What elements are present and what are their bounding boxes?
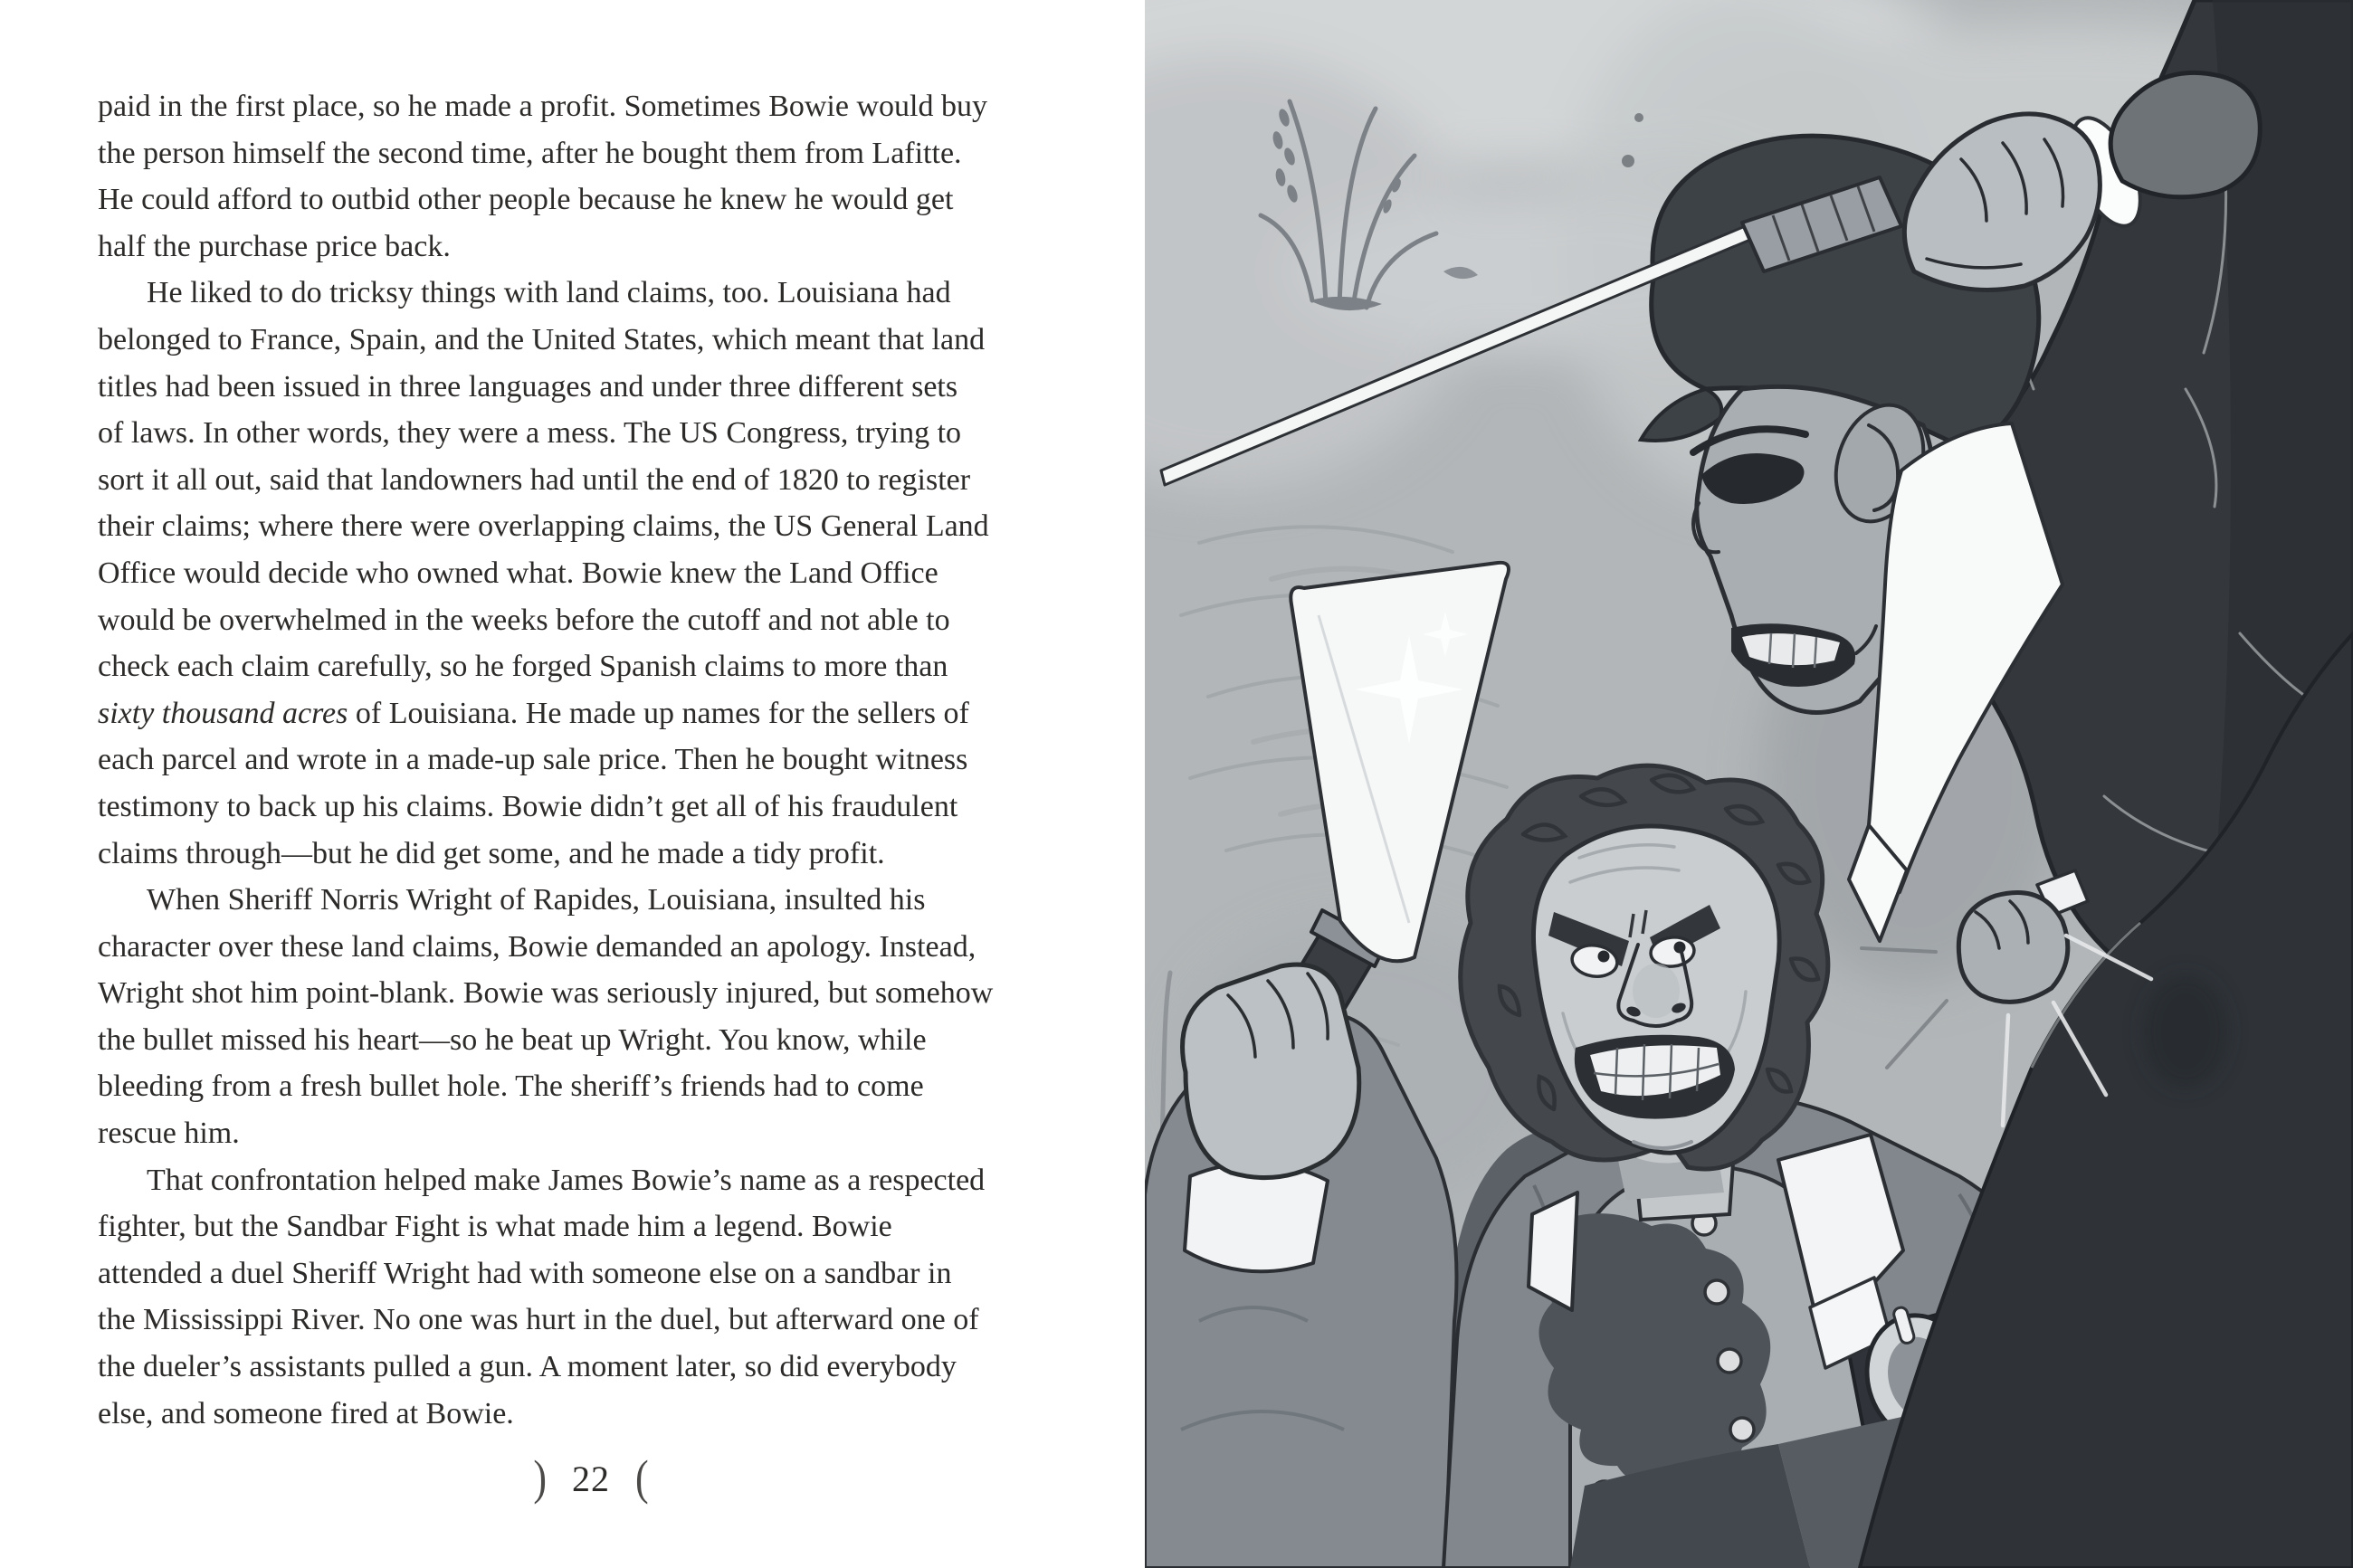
text-segment: the bullet missed his heart—so he beat up Wright. You know, while bbox=[98, 1022, 927, 1057]
text-line bbox=[98, 550, 1120, 597]
text-segment: of Louisiana. He made up names for the sellers of bbox=[348, 696, 969, 730]
text-line bbox=[98, 970, 1120, 1017]
text-line bbox=[98, 1344, 1120, 1391]
text-line bbox=[98, 877, 1120, 924]
text-line bbox=[98, 1203, 1120, 1250]
paragraph bbox=[98, 270, 1120, 877]
text-segment: claims through—but he did get some, and he made a tidy profit. bbox=[98, 836, 885, 870]
text-line bbox=[98, 176, 1120, 223]
paragraph bbox=[98, 83, 1120, 270]
text-line bbox=[98, 736, 1120, 784]
text-line bbox=[98, 503, 1120, 550]
text-segment: Wright shot him point-blank. Bowie was seriously injured, but somehow bbox=[98, 976, 994, 1011]
page-text bbox=[98, 83, 1120, 1437]
text-segment: the person himself the second time, after he bought them from Lafitte. bbox=[98, 136, 962, 170]
text-line bbox=[98, 924, 1120, 971]
text-segment: bleeding from a fresh bullet hole. The sheriff’s friends had to come bbox=[98, 1069, 924, 1104]
text-segment: the dueler’s assistants pulled a gun. A moment later, so did everybody bbox=[98, 1350, 957, 1384]
text-segment: That confrontation helped make James Bowie’s name as a respected bbox=[147, 1163, 986, 1197]
text-line bbox=[98, 1063, 1120, 1110]
text-line bbox=[98, 270, 1120, 317]
text-line bbox=[98, 1391, 1120, 1438]
text-segment: each parcel and wrote in a made-up sale price. Then he bought witness bbox=[98, 743, 968, 777]
text-line bbox=[98, 690, 1120, 737]
text-segment: When Sheriff Norris Wright of Rapides, Louisiana, insulted his bbox=[147, 883, 926, 917]
text-line bbox=[98, 317, 1120, 364]
text-segment: the Mississippi River. No one was hurt in the duel, but afterward one of bbox=[98, 1303, 979, 1337]
text-segment: character over these land claims, Bowie demanded an apology. Instead, bbox=[98, 929, 976, 964]
text-line bbox=[98, 831, 1120, 878]
text-segment: testimony to back up his claims. Bowie didn’t get all of his fraudulent bbox=[98, 789, 958, 823]
text-segment: half the purchase price back. bbox=[98, 229, 451, 263]
text-segment: rescue him. bbox=[98, 1117, 240, 1151]
text-line bbox=[98, 457, 1120, 504]
paragraph bbox=[98, 1157, 1120, 1438]
page-number-ornament-right: ( bbox=[635, 1450, 649, 1506]
text-segment: of laws. In other words, they were a mess. The US Congress, trying to bbox=[98, 416, 962, 451]
italic-text: sixty thousand acres bbox=[98, 696, 348, 730]
text-segment: paid in the first place, so he made a profit. Sometimes Bowie would buy bbox=[98, 90, 987, 123]
text-line bbox=[98, 130, 1120, 177]
text-line bbox=[98, 643, 1120, 690]
text-segment: attended a duel Sheriff Wright had with someone else on a sandbar in bbox=[98, 1256, 952, 1290]
bowie-hand bbox=[1183, 965, 1359, 1177]
text-line bbox=[98, 1250, 1120, 1297]
text-segment: belonged to France, Spain, and the United States, which meant that land bbox=[98, 322, 986, 356]
text-line bbox=[98, 597, 1120, 644]
text-line bbox=[98, 83, 1120, 130]
text-segment: their claims; where there were overlapping claims, the US General Land bbox=[98, 509, 989, 544]
text-segment: else, and someone fired at Bowie. bbox=[98, 1396, 514, 1430]
page-footer bbox=[98, 1450, 1084, 1506]
page-number-ornament-left: ) bbox=[533, 1450, 547, 1506]
text-line bbox=[98, 1110, 1120, 1157]
text-line bbox=[98, 364, 1120, 411]
text-line bbox=[98, 410, 1120, 457]
paragraph bbox=[98, 877, 1120, 1157]
text-segment: sort it all out, said that landowners had until the end of 1820 to register bbox=[98, 462, 971, 497]
text-segment: Office would decide who owned what. Bowie knew the Land Office bbox=[98, 556, 938, 590]
text-segment: He liked to do tricksy things with land claims, too. Louisiana had bbox=[147, 276, 951, 310]
text-line bbox=[98, 223, 1120, 271]
text-segment: check each claim carefully, so he forged Spanish claims to more than bbox=[98, 650, 948, 684]
floating-speck bbox=[1622, 155, 1634, 167]
text-segment: He could afford to outbid other people because he knew he would get bbox=[98, 183, 954, 217]
page-number: 22 bbox=[572, 1459, 610, 1499]
text-line bbox=[98, 784, 1120, 831]
floating-speck bbox=[1634, 113, 1643, 122]
text-line bbox=[98, 1297, 1120, 1344]
text-line bbox=[98, 1157, 1120, 1204]
sandbar-fight-illustration bbox=[1145, 0, 2353, 1568]
text-segment: fighter, but the Sandbar Fight is what made him a legend. Bowie bbox=[98, 1210, 892, 1244]
text-line bbox=[98, 1017, 1120, 1064]
text-segment: would be overwhelmed in the weeks before the cutoff and not able to bbox=[98, 603, 950, 637]
text-segment: titles had been issued in three languages and under three different sets bbox=[98, 369, 958, 404]
